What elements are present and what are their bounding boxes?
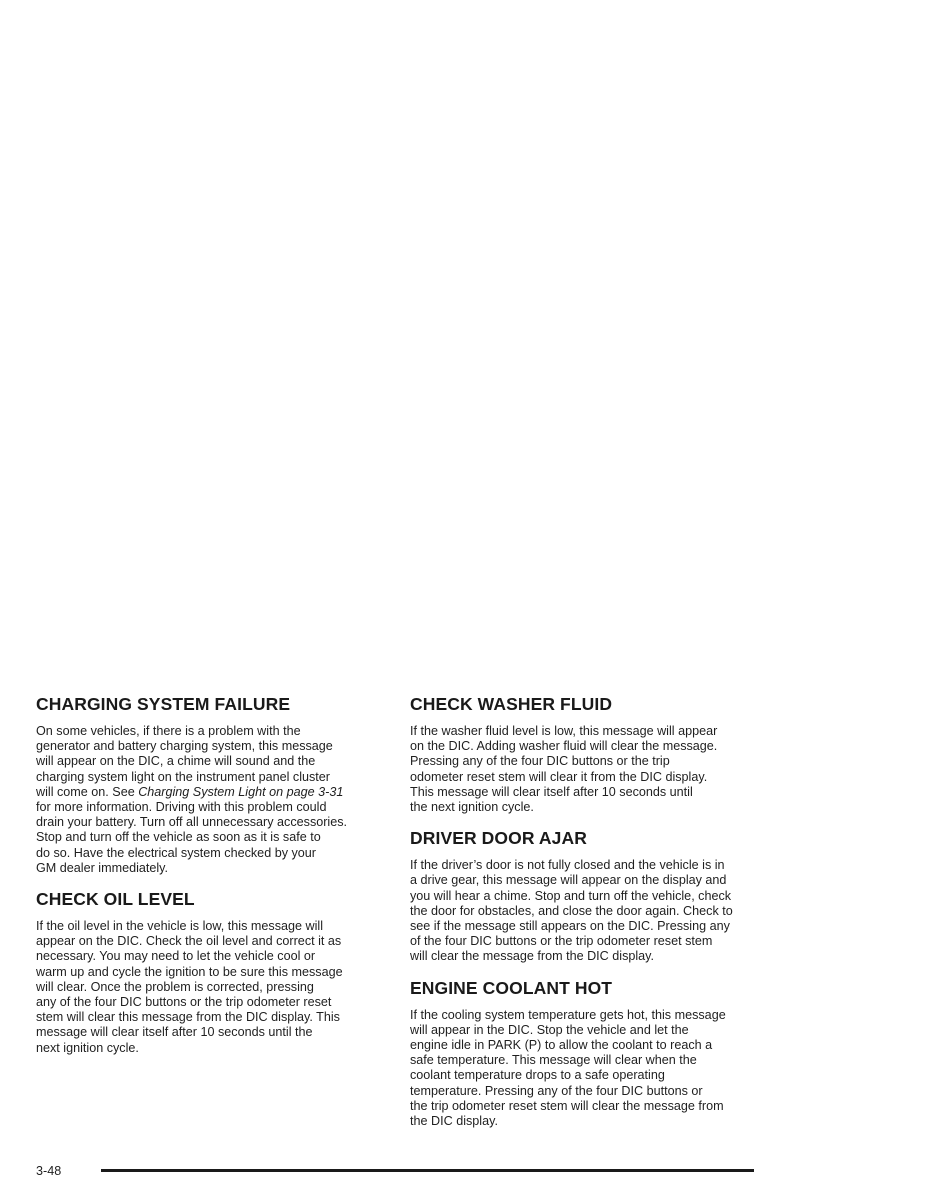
body-line: If the cooling system temperature gets hot, this message bbox=[410, 1007, 726, 1022]
body-line: for more information. Driving with this problem could bbox=[36, 800, 327, 815]
body-line: appear on the DIC. Check the oil level and correct it as bbox=[36, 934, 342, 949]
body-line: engine idle in PARK (P) to allow the coolant to reach a bbox=[410, 1038, 713, 1053]
section-check-washer-fluid bbox=[410, 694, 760, 815]
body-line: temperature. Pressing any of the four DIC buttons or bbox=[410, 1083, 703, 1098]
body-line: This message will clear itself after 10 seconds until bbox=[410, 784, 693, 799]
body-line: any of the four DIC buttons or the trip odometer reset bbox=[36, 995, 332, 1010]
footer-divider bbox=[101, 1169, 754, 1172]
body-line: you will hear a chime. Stop and turn off the vehicle, check bbox=[410, 888, 732, 903]
body-line: do so. Have the electrical system checked by your bbox=[36, 845, 316, 860]
body-line: drain your battery. Turn off all unnecessary accessories. bbox=[36, 815, 348, 830]
body-line: the trip odometer reset stem will clear the message from bbox=[410, 1098, 724, 1113]
body-line: will clear. Once the problem is corrected, pressing bbox=[36, 979, 314, 994]
body-line: If the washer fluid level is low, this message will appear bbox=[410, 724, 718, 738]
body-line: If the driver’s door is not fully closed and the vehicle is in bbox=[410, 858, 725, 873]
right-column bbox=[410, 694, 760, 1142]
section-check-oil-level bbox=[36, 889, 386, 1056]
body-line: On some vehicles, if there is a problem with the bbox=[36, 724, 301, 738]
section-driver-door-ajar bbox=[410, 828, 760, 964]
body-line: will appear in the DIC. Stop the vehicle and let the bbox=[410, 1022, 689, 1037]
body-line: will appear on the DIC, a chime will sound and the bbox=[36, 754, 316, 769]
body-line: on the DIC. Adding washer fluid will clear the message. bbox=[410, 739, 718, 754]
cross-reference: Charging System Light on page 3-31 bbox=[138, 784, 344, 799]
section-body bbox=[410, 724, 760, 815]
body-line: Pressing any of the four DIC buttons or the trip bbox=[410, 754, 670, 769]
section-body bbox=[36, 724, 386, 876]
body-line: of the four DIC buttons or the trip odometer reset stem bbox=[410, 934, 713, 949]
left-column bbox=[36, 694, 386, 1069]
section-heading: CHARGING SYSTEM FAILURE bbox=[36, 694, 291, 714]
section-heading: ENGINE COOLANT HOT bbox=[410, 977, 613, 998]
body-line: necessary. You may need to let the vehicle cool or bbox=[36, 949, 316, 964]
section-body bbox=[410, 1008, 760, 1130]
section-body bbox=[36, 919, 386, 1056]
body-line: the DIC display. bbox=[410, 1114, 498, 1129]
body-line: next ignition cycle. bbox=[36, 1040, 139, 1055]
body-line: will clear the message from the DIC display. bbox=[410, 949, 655, 964]
page-number: 3-48 bbox=[36, 1164, 62, 1178]
body-line: GM dealer immediately. bbox=[36, 860, 169, 875]
body-line: safe temperature. This message will clear when the bbox=[410, 1053, 697, 1068]
body-line: warm up and cycle the ignition to be sure this message bbox=[36, 964, 343, 979]
body-line: the next ignition cycle. bbox=[410, 800, 534, 815]
body-line: charging system light on the instrument panel cluster bbox=[36, 769, 331, 784]
section-body bbox=[410, 858, 760, 964]
section-heading: CHECK OIL LEVEL bbox=[36, 889, 195, 910]
body-line: If the oil level in the vehicle is low, this message will bbox=[36, 919, 323, 934]
section-charging-system-failure bbox=[36, 694, 386, 876]
section-heading: DRIVER DOOR AJAR bbox=[410, 828, 587, 849]
body-line: message will clear itself after 10 seconds until the bbox=[36, 1025, 313, 1040]
body-line: odometer reset stem will clear it from the DIC display. bbox=[410, 769, 708, 784]
body-line: a drive gear, this message will appear on the display and bbox=[410, 873, 727, 888]
body-line: see if the message still appears on the DIC. Pressing any bbox=[410, 919, 730, 934]
body-line: stem will clear this message from the DIC display. This bbox=[36, 1010, 340, 1025]
body-line: will come on. See Charging System Light on page 3-31 bbox=[36, 784, 344, 799]
body-line: the door for obstacles, and close the door again. Check to bbox=[410, 903, 733, 918]
body-line: Stop and turn off the vehicle as soon as it is safe to bbox=[36, 830, 321, 845]
section-heading: CHECK WASHER FLUID bbox=[410, 694, 613, 714]
body-line: generator and battery charging system, this message bbox=[36, 739, 333, 754]
section-engine-coolant-hot bbox=[410, 978, 760, 1130]
body-line: coolant temperature drops to a safe operating bbox=[410, 1068, 665, 1083]
